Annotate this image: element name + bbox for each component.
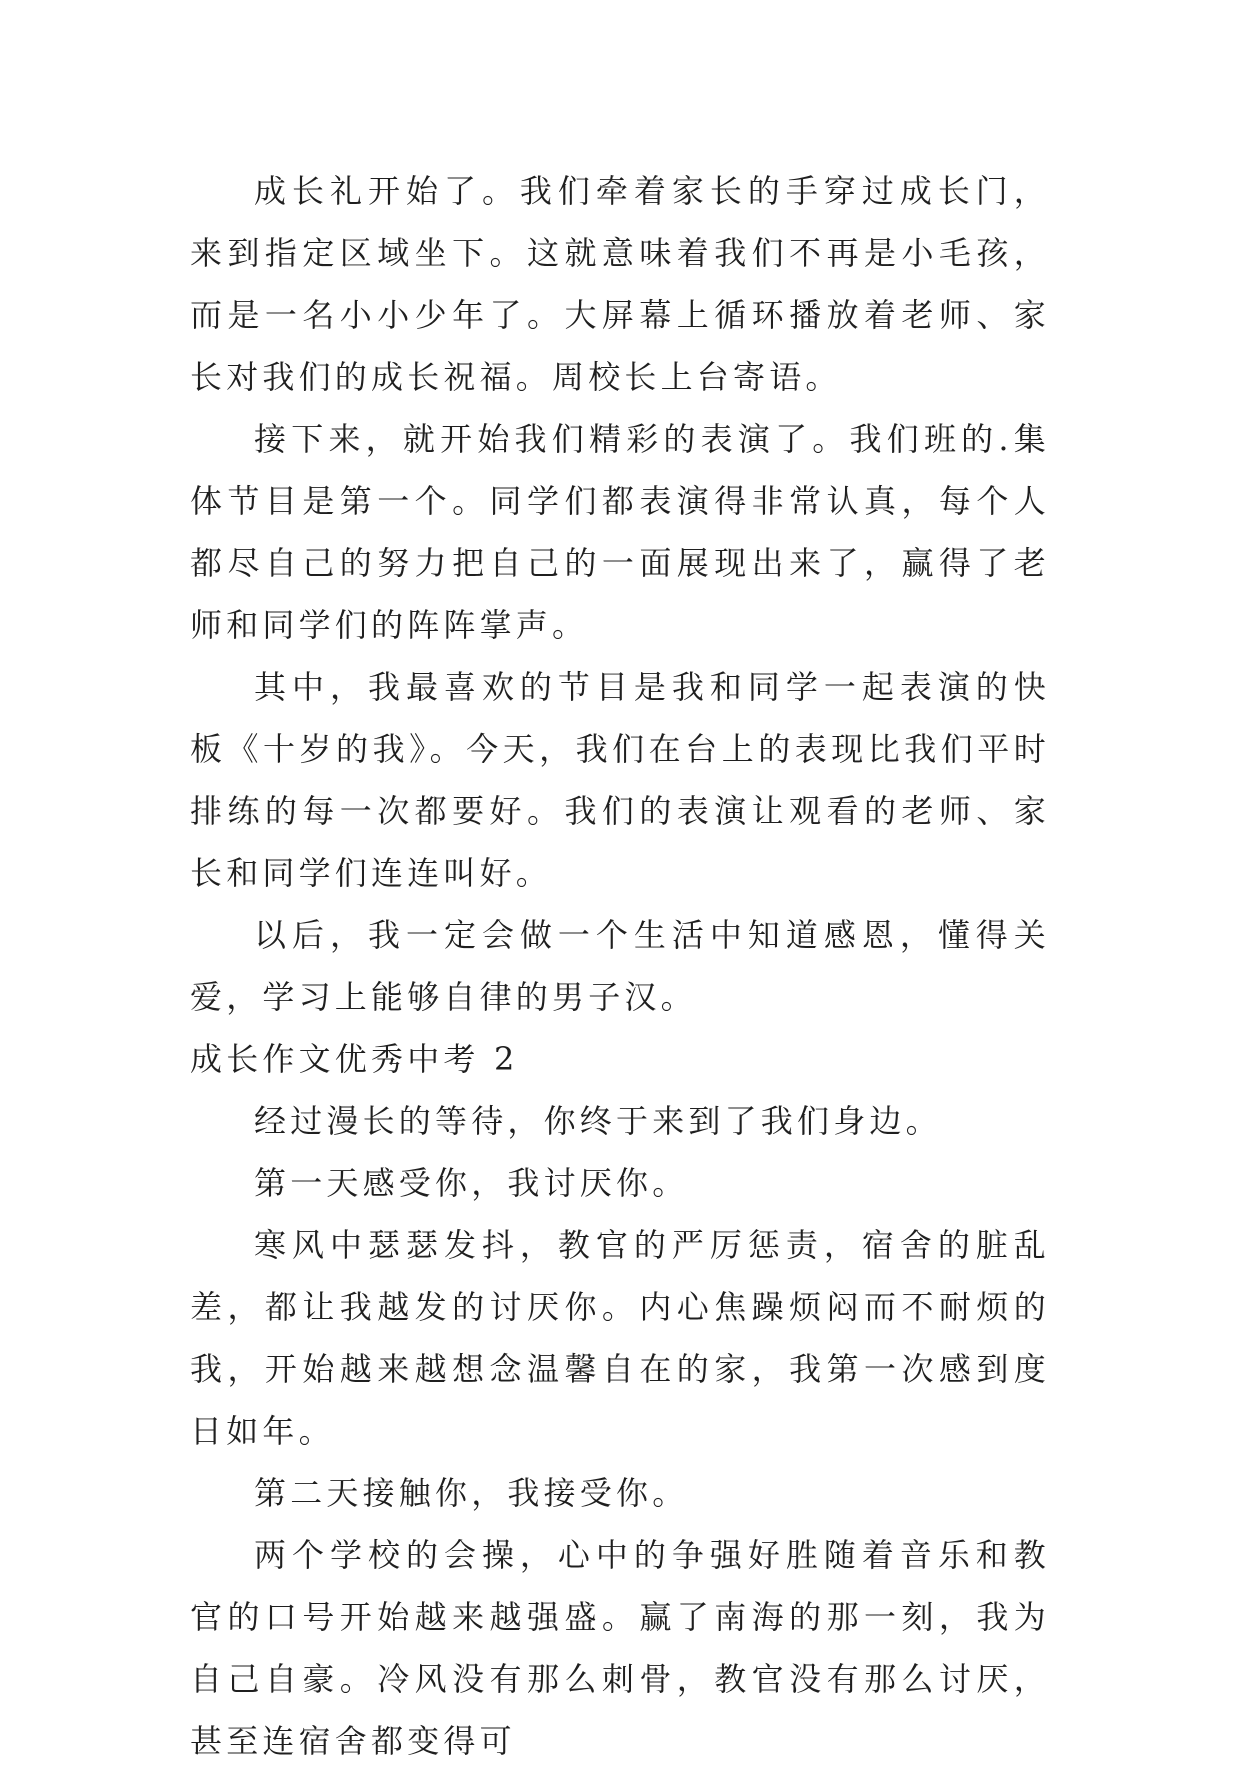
paragraph: 寒风中瑟瑟发抖，教官的严厉惩责，宿舍的脏乱差，都让我越发的讨厌你。内心焦躁烦闷而不耐烦的我，开始越来越想念温馨自在的家，我第一次感到度日如年。 bbox=[190, 1226, 1050, 1450]
paragraph: 以后，我一定会做一个生活中知道感恩，懂得关爱，学习上能够自律的男子汉。 bbox=[190, 916, 1050, 1016]
document-body bbox=[190, 160, 1050, 1772]
paragraph: 经过漫长的等待，你终于来到了我们身边。 bbox=[254, 1102, 942, 1140]
paragraph: 接下来，就开始我们精彩的表演了。我们班的.集体节目是第一个。同学们都表演得非常认真，每个人都尽自己的努力把自己的一面展现出来了，赢得了老师和同学们的阵阵掌声。 bbox=[190, 420, 1050, 644]
paragraph: 其中，我最喜欢的节目是我和同学一起表演的快板《十岁的我》。今天，我们在台上的表现比我们平时排练的每一次都要好。我们的表演让观看的老师、家长和同学们连连叫好。 bbox=[190, 668, 1050, 892]
paragraph: 两个学校的会操，心中的争强好胜随着音乐和教官的口号开始越来越强盛。赢了南海的那一刻，我为自己自豪。冷风没有那么刺骨，教官没有那么讨厌，甚至连宿舍都变得可 bbox=[190, 1536, 1050, 1760]
paragraph: 成长礼开始了。我们牵着家长的手穿过成长门，来到指定区域坐下。这就意味着我们不再是小毛孩，而是一名小小少年了。大屏幕上循环播放着老师、家长对我们的成长祝福。周校长上台寄语。 bbox=[190, 172, 1050, 396]
paragraph: 第二天接触你，我接受你。 bbox=[254, 1474, 689, 1512]
section-heading: 成长作文优秀中考 2 bbox=[190, 1040, 519, 1078]
paragraph: 第一天感受你，我讨厌你。 bbox=[254, 1164, 689, 1202]
